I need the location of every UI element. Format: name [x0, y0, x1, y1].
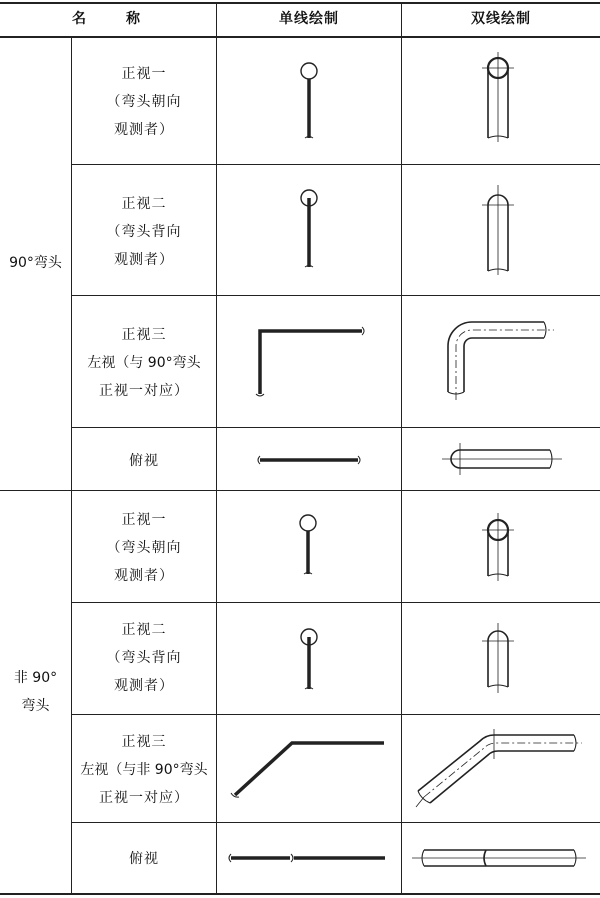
- row-name: （弯头背向: [106, 224, 182, 240]
- row-name: 正视一对应）: [99, 383, 189, 399]
- single-non90-top-view-drawing: [217, 823, 401, 893]
- single-front-view-1-drawing: [217, 38, 401, 164]
- row-name: 左视（与非 90°弯头: [80, 762, 208, 778]
- double-front-view-2-drawing: [402, 165, 600, 295]
- double-non90-top-view-drawing: [402, 823, 600, 893]
- row-name: 观测者）: [114, 122, 174, 138]
- row-name: 观测者）: [114, 252, 174, 268]
- table-border-top: [0, 2, 600, 4]
- row-name: 正视一对应）: [99, 790, 189, 806]
- row-name: 左视（与 90°弯头: [87, 355, 201, 371]
- row-name: （弯头背向: [106, 650, 182, 666]
- header-name: 名 称: [72, 11, 144, 27]
- row-name: 正视一: [121, 66, 167, 82]
- row-name: 俯视: [129, 851, 159, 867]
- group-label-non90-line1: 非 90°: [13, 670, 58, 686]
- double-non90-front-view-2-drawing: [402, 603, 600, 714]
- row-name: 正视三: [121, 734, 167, 750]
- row-name: 观测者）: [114, 678, 174, 694]
- table-border-bottom: [0, 893, 600, 895]
- single-front-view-2-drawing: [217, 165, 401, 295]
- group-label-90: 90°弯头: [9, 255, 62, 271]
- double-non90-front-view-1-drawing: [402, 491, 600, 602]
- row-name: （弯头朝向: [106, 540, 182, 556]
- single-non90-front-view-1-drawing: [217, 491, 401, 602]
- row-name: 正视三: [121, 327, 167, 343]
- double-front-view-1-drawing: [402, 38, 600, 164]
- single-non90-front-view-3-drawing: [217, 715, 401, 822]
- double-front-view-3-drawing: [402, 296, 600, 427]
- single-top-view-drawing: [217, 428, 401, 490]
- row-name: 俯视: [129, 453, 159, 469]
- double-top-view-drawing: [402, 428, 600, 490]
- row-name: 正视二: [121, 622, 167, 638]
- header-double-line: 双线绘制: [471, 11, 531, 27]
- double-non90-front-view-3-drawing: [402, 715, 600, 822]
- row-name: （弯头朝向: [106, 94, 182, 110]
- row-name: 正视一: [121, 512, 167, 528]
- group-label-non90-line2: 弯头: [21, 698, 50, 714]
- single-non90-front-view-2-drawing: [217, 603, 401, 714]
- row-name: 正视二: [121, 196, 167, 212]
- single-front-view-3-drawing: [217, 296, 401, 427]
- row-name: 观测者）: [114, 568, 174, 584]
- header-single-line: 单线绘制: [279, 11, 339, 27]
